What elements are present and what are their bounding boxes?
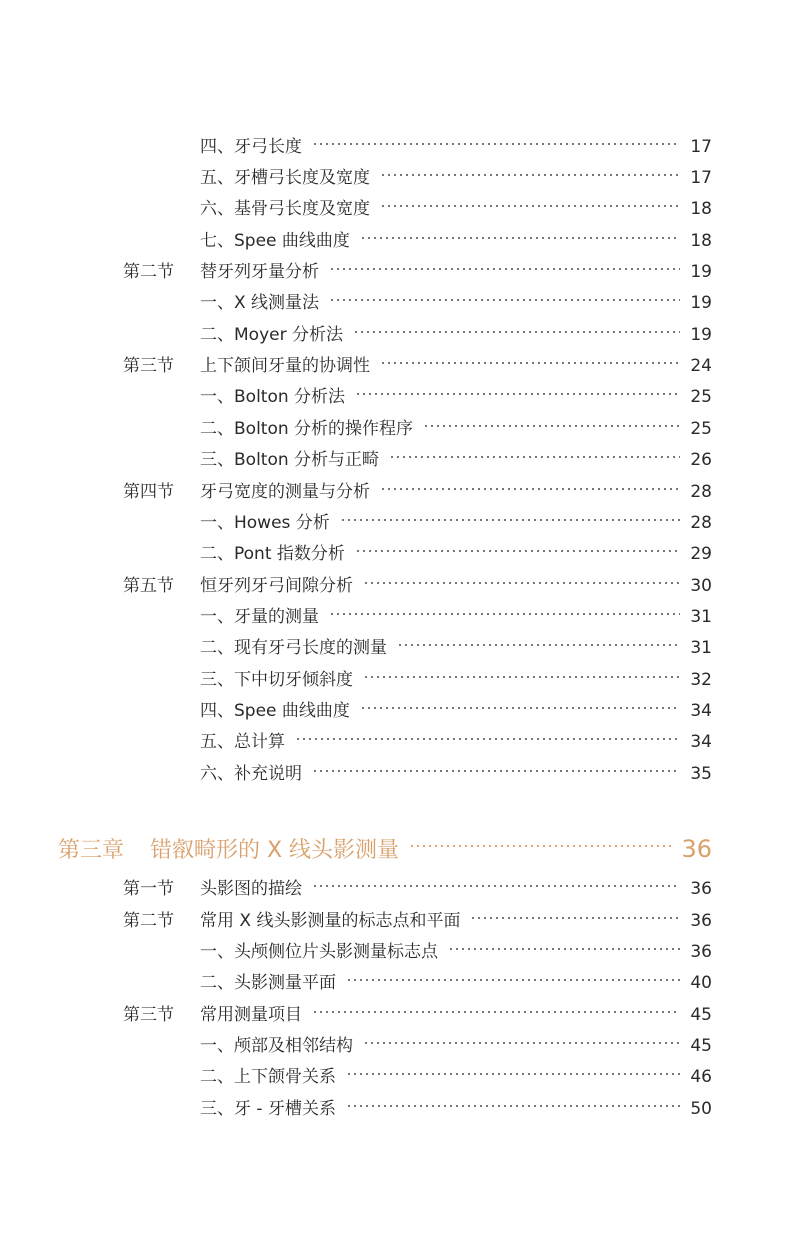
toc-entry [200,316,712,345]
toc-entry-label: 二、头影测量平面 [200,973,336,993]
toc-section [123,347,712,376]
toc-entry [200,378,712,407]
toc-entry [200,598,712,627]
toc-entry-label: 五、总计算 [200,732,285,752]
toc-entry-page: 36 [690,942,712,962]
toc-entry [200,159,712,188]
leader-dots [423,410,680,434]
toc-entry [200,755,712,784]
leader-dots [360,692,680,716]
leader-dots [363,661,680,685]
leader-dots [329,253,680,277]
toc-entry-page: 25 [690,387,712,407]
toc-entry-label: 二、Bolton 分析的操作程序 [200,419,414,439]
toc-entry-page: 35 [690,764,712,784]
leader-dots [346,964,680,988]
leader-dots [340,504,680,528]
toc-entry [200,933,712,962]
toc-entry [200,284,712,313]
section-page: 24 [690,356,712,376]
toc-entry [200,1027,712,1056]
section-number: 第一节 [123,879,174,899]
toc-entry-label: 三、下中切牙倾斜度 [200,670,353,690]
leader-dots [360,222,680,246]
toc-entry [200,629,712,658]
toc-entry-label: 三、Bolton 分析与正畸 [200,450,380,470]
toc-entry-page: 18 [690,199,712,219]
toc-entry-page: 29 [690,544,712,564]
section-title: 常用 X 线头影测量的标志点和平面 [200,911,461,931]
leader-dots [312,755,680,779]
toc-entry [200,1058,712,1087]
toc-entry-page: 31 [690,638,712,658]
toc-section [123,902,712,931]
section-page: 36 [690,879,712,899]
leader-dots [363,567,680,591]
leader-dots [363,1027,680,1051]
chapter-page: 36 [681,835,712,863]
leader-dots [329,598,680,622]
section-title: 恒牙列牙弓间隙分析 [200,576,353,596]
toc-chapter [58,827,712,863]
leader-dots [470,902,680,926]
toc-entry-page: 26 [690,450,712,470]
leader-dots [397,629,680,653]
toc-entry-label: 四、Spee 曲线曲度 [200,701,350,721]
toc-entry-page: 18 [690,231,712,251]
section-page: 19 [690,262,712,282]
toc-entry-page: 34 [690,732,712,752]
toc-entry-page: 19 [690,325,712,345]
section-page: 45 [690,1005,712,1025]
toc-entry [200,661,712,690]
toc-entry [200,222,712,251]
toc-section [123,567,712,596]
section-number: 第二节 [123,911,174,931]
toc-entry-label: 一、牙量的测量 [200,607,319,627]
leader-dots [409,827,673,857]
toc-entry-label: 一、头颅侧位片头影测量标志点 [200,942,438,962]
leader-dots [380,159,680,183]
section-title: 头影图的描绘 [200,879,302,899]
leader-dots [346,1090,680,1114]
section-title: 常用测量项目 [200,1005,302,1025]
toc-entry-label: 一、颅部及相邻结构 [200,1036,353,1056]
section-title: 上下颌间牙量的协调性 [200,356,370,376]
toc-section [123,996,712,1025]
section-number: 第五节 [123,576,174,596]
toc-entry [200,692,712,721]
toc-entry-page: 28 [690,513,712,533]
leader-dots [353,316,680,340]
toc-entry-label: 二、上下颌骨关系 [200,1067,336,1087]
toc-entry-page: 34 [690,701,712,721]
toc-entry-page: 46 [690,1067,712,1087]
section-title: 牙弓宽度的测量与分析 [200,482,370,502]
toc-entry-page: 17 [690,137,712,157]
toc-entry-label: 一、X 线测量法 [200,293,320,313]
leader-dots [312,870,680,894]
toc-entry [200,964,712,993]
leader-dots [380,347,680,371]
section-number: 第三节 [123,1005,174,1025]
toc-entry [200,410,712,439]
toc-entry-page: 25 [690,419,712,439]
toc-entry [200,190,712,219]
chapter-number: 第三章 [58,838,125,863]
section-number: 第四节 [123,482,174,502]
section-title: 替牙列牙量分析 [200,262,319,282]
leader-dots [448,933,680,957]
toc-entry [200,128,712,157]
toc-entry-page: 19 [690,293,712,313]
toc-entry-page: 31 [690,607,712,627]
leader-dots [346,1058,680,1082]
section-page: 30 [690,576,712,596]
leader-dots [355,378,680,402]
leader-dots [355,535,680,559]
section-page: 28 [690,482,712,502]
toc-section [123,870,712,899]
toc-entry-label: 六、基骨弓长度及宽度 [200,199,370,219]
toc-entry-page: 50 [690,1099,712,1119]
section-page: 36 [690,911,712,931]
toc-entry-page: 40 [690,973,712,993]
toc-entry-label: 二、Pont 指数分析 [200,544,345,564]
leader-dots [312,996,680,1020]
toc-entry-label: 七、Spee 曲线曲度 [200,231,350,251]
leader-dots [380,473,680,497]
toc-entry-label: 三、牙 - 牙槽关系 [200,1099,336,1119]
toc-entry-label: 四、牙弓长度 [200,137,302,157]
toc-entry-label: 一、Howes 分析 [200,513,330,533]
toc-entry [200,535,712,564]
toc-entry [200,1090,712,1119]
leader-dots [295,723,680,747]
toc-entry [200,441,712,470]
leader-dots [380,190,680,214]
section-number: 第三节 [123,356,174,376]
toc-entry-label: 一、Bolton 分析法 [200,387,346,407]
leader-dots [389,441,680,465]
toc-entry [200,504,712,533]
leader-dots [329,284,680,308]
toc-section [123,473,712,502]
toc-entry-label: 二、现有牙弓长度的测量 [200,638,387,658]
toc-entry-label: 二、Moyer 分析法 [200,325,343,345]
chapter-title: 错㕡畸形的 X 线头影测量 [150,838,400,863]
section-number: 第二节 [123,262,174,282]
toc-entry-page: 45 [690,1036,712,1056]
toc-entry-label: 五、牙槽弓长度及宽度 [200,168,370,188]
toc-section [123,253,712,282]
toc-entry [200,723,712,752]
toc-entry-page: 17 [690,168,712,188]
leader-dots [312,128,680,152]
toc-entry-page: 32 [690,670,712,690]
toc-entry-label: 六、补充说明 [200,764,302,784]
